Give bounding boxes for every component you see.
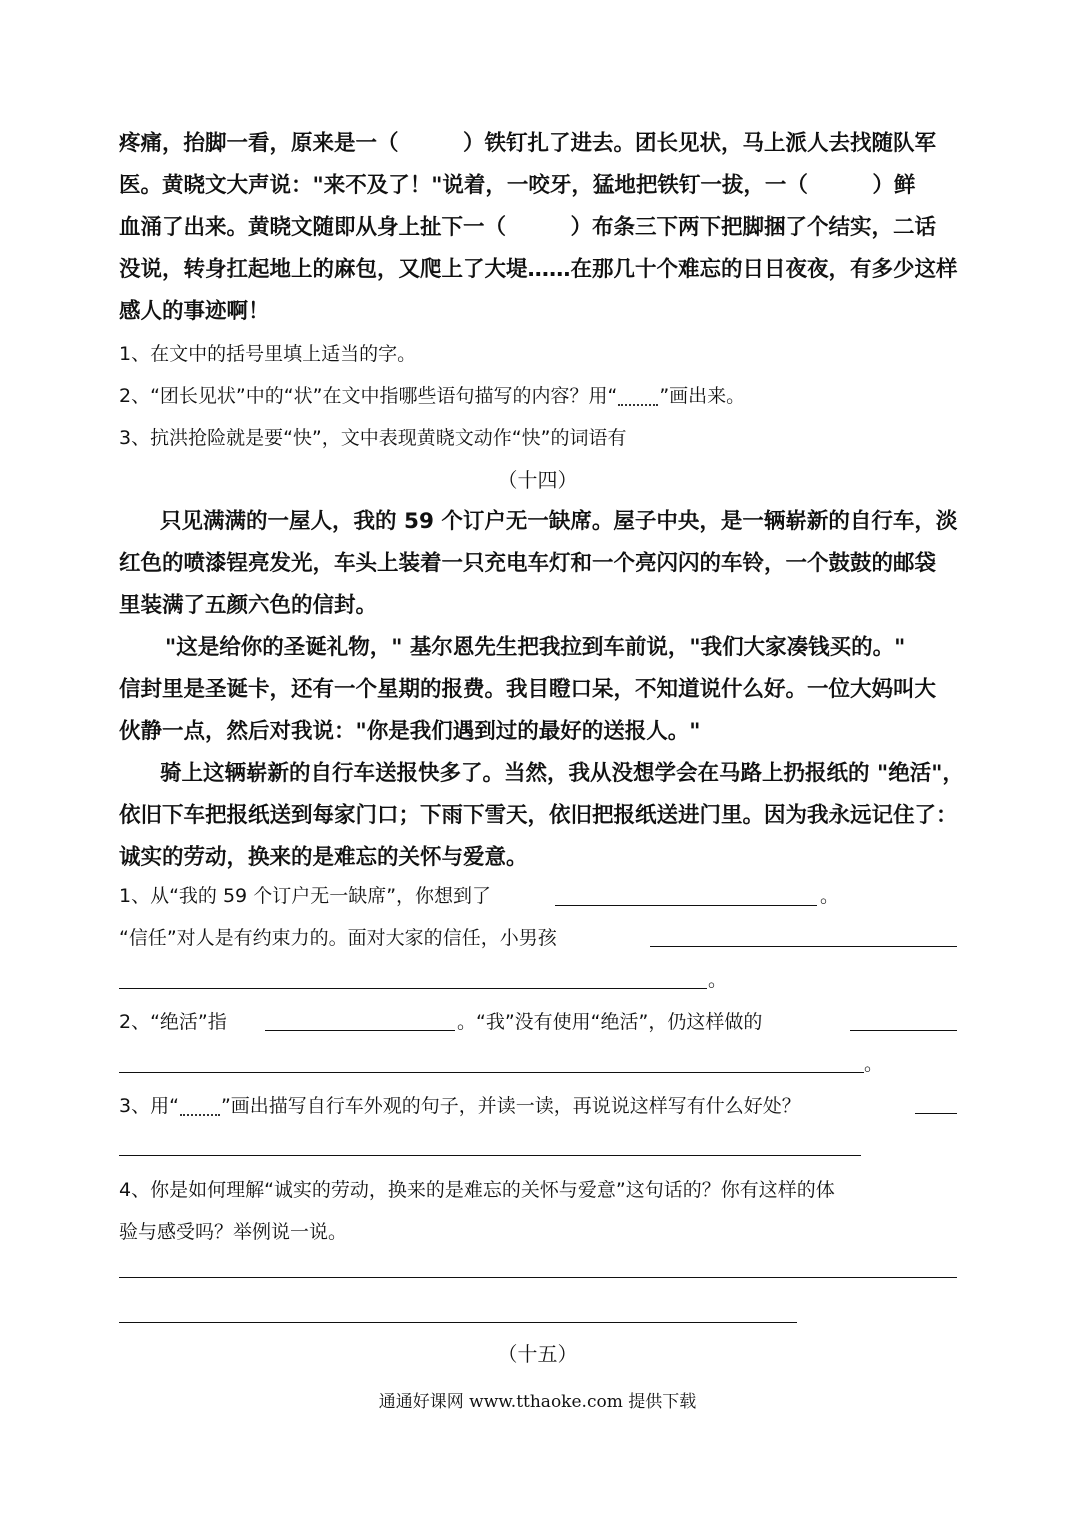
s14-para3-line-2: 依旧下车把报纸送到每家门口；下雨下雪天，依旧把报纸送进门里。因为我永远记住了： <box>119 803 958 828</box>
section-15-heading: （十五） <box>497 1342 578 1366</box>
answer-blank[interactable] <box>555 905 817 906</box>
passage13-line-3: 血涌了出来。黄晓文随即从身上扯下一（ ）布条三下两下把脚捆了个结实，二话 <box>119 215 937 240</box>
s14-question-1: 1、从“我的 59 个订户无一缺席”，你想到了 <box>119 885 492 907</box>
s14-para2-line-2: 信封里是圣诞卡，还有一个星期的报费。我目瞪口呆，不知道说什么好。一位大妈叫大 <box>119 677 937 702</box>
s14-question-2: 2、“绝活”指 <box>119 1011 227 1033</box>
s14-q1-end: 。 <box>820 885 840 907</box>
section-14-heading: （十四） <box>497 468 578 492</box>
question-3-text-a: 3、用“ <box>119 1095 179 1117</box>
s14-para3-line-1: 骑上这辆崭新的自行车送报快多了。当然，我从没想学会在马路上扔报纸的 "绝活"， <box>160 761 964 786</box>
s14-question-4-line-1: 4、你是如何理解“诚实的劳动，换来的是难忘的关怀与爱意”这句话的？你有这样的体 <box>119 1179 835 1201</box>
s14-q1b-end: 。 <box>708 969 728 991</box>
s14-para1-line-1: 只见满满的一屋人，我的 59 个订户无一缺席。屋子中央，是一辆崭新的自行车，淡 <box>160 509 958 534</box>
answer-blank[interactable] <box>915 1113 957 1114</box>
passage13-line-2: 医。黄晓文大声说："来不及了！"说着，一咬牙，猛地把铁钉一拔，一（ ）鲜 <box>119 173 916 198</box>
answer-blank[interactable] <box>119 1277 957 1278</box>
answer-blank[interactable] <box>850 1030 957 1031</box>
passage13-question-3: 3、抗洪抢险就是要“快”，文中表现黄晓文动作“快”的词语有 <box>119 427 627 449</box>
s14-question-3 <box>119 1092 801 1120</box>
answer-blank[interactable] <box>119 1322 797 1323</box>
s14-question-2-mid: 。“我”没有使用“绝活”，仍这样做的 <box>457 1011 763 1033</box>
passage13-line-5: 感人的事迹啊！ <box>119 299 270 324</box>
answer-blank[interactable] <box>119 1155 861 1156</box>
s14-para2-line-3: 伙静一点，然后对我说："你是我们遇到过的最好的送报人。" <box>119 719 701 744</box>
s14-q2-end: 。 <box>864 1053 884 1075</box>
s14-para2-line-1: "这是给你的圣诞礼物，" 基尔恩先生把我拉到车前说，"我们大家凑钱买的。" <box>165 635 906 660</box>
passage13-line-1: 疼痛，抬脚一看，原来是一（ ）铁钉扎了进去。团长见状，马上派人去找随队军 <box>119 131 937 156</box>
wavy-line-mark <box>618 390 658 406</box>
answer-blank[interactable] <box>265 1030 455 1031</box>
question-3-text-b: ”画出描写自行车外观的句子，并读一读，再说说这样写有什么好处？ <box>220 1095 801 1117</box>
answer-blank[interactable] <box>650 946 957 947</box>
answer-blank[interactable] <box>119 1072 864 1073</box>
footer-credit: 通通好课网 www.tthaoke.com 提供下载 <box>378 1392 697 1412</box>
s14-para3-line-3: 诚实的劳动，换来的是难忘的关怀与爱意。 <box>119 845 528 870</box>
passage13-line-4: 没说，转身扛起地上的麻包，又爬上了大堤……在那几十个难忘的日日夜夜，有多少这样 <box>119 257 958 282</box>
passage13-question-1: 1、在文中的括号里填上适当的字。 <box>119 343 417 365</box>
s14-para1-line-3: 里装满了五颜六色的信封。 <box>119 593 378 618</box>
wavy-line-mark <box>180 1100 220 1116</box>
question-2-text-b: ”画出来。 <box>659 385 746 407</box>
question-2-text-a: 2、“团长见状”中的“状”在文中指哪些语句描写的内容？用“ <box>119 385 618 407</box>
passage13-question-2 <box>119 382 745 410</box>
s14-para1-line-2: 红色的喷漆锃亮发光，车头上装着一只充电车灯和一个亮闪闪的车铃，一个鼓鼓的邮袋 <box>119 551 937 576</box>
s14-question-1b: “信任”对人是有约束力的。面对大家的信任，小男孩 <box>119 927 557 949</box>
answer-blank[interactable] <box>119 988 707 989</box>
s14-question-4-line-2: 验与感受吗？举例说一说。 <box>119 1221 348 1243</box>
